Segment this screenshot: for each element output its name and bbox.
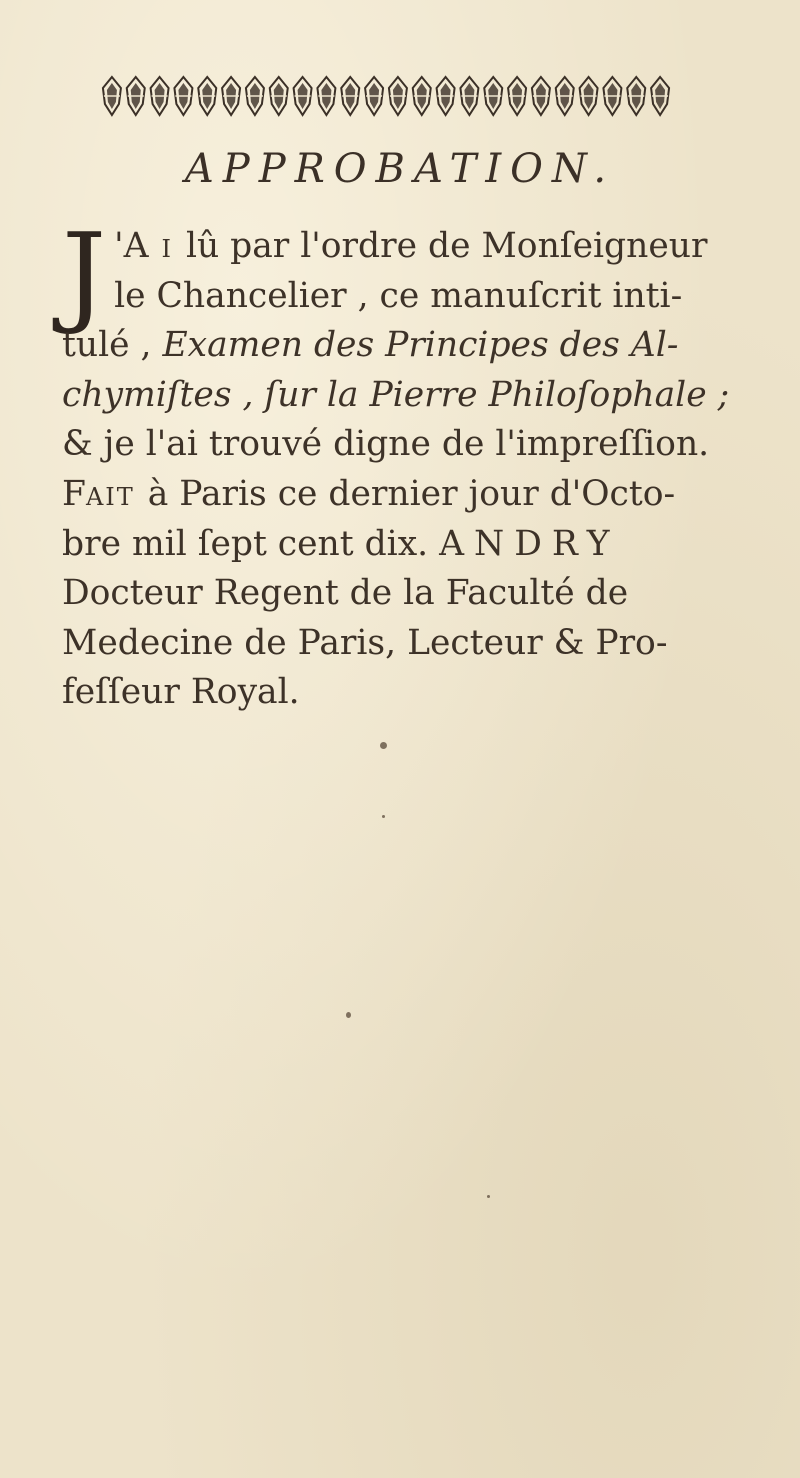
paper-speck (382, 815, 385, 818)
text-run: Docteur Regent de la Faculté de (62, 573, 629, 614)
text-run: Medecine de Paris, Lecteur & Pro- (62, 622, 668, 663)
fleuron-icon (508, 77, 526, 115)
fleuron-icon (365, 77, 383, 115)
page-title: APPROBATION. (184, 146, 616, 192)
text-run: & je l'ai trouvé digne de l'impreſſion. (62, 424, 710, 465)
text-run: le Chancelier , ce manuſcrit inti- (114, 275, 683, 316)
paper-speck (346, 1012, 351, 1018)
text-run: tulé , (62, 325, 163, 366)
fleuron-icon (151, 77, 169, 115)
text-line (62, 619, 702, 669)
fleuron-icon (103, 77, 121, 115)
text-run: ait (85, 473, 148, 514)
text-line (62, 520, 702, 570)
fleuron-icon (413, 77, 431, 115)
approbation-text (62, 209, 730, 718)
drop-cap: J (62, 209, 107, 337)
text-run: Examen des Principes des Al- (162, 325, 679, 366)
fleuron-icon (437, 77, 455, 115)
text-line (62, 371, 730, 421)
text-run: à Paris ce dernier jour d'Octo- (147, 473, 676, 514)
text-lines (62, 209, 730, 718)
text-run: lû par l'ordre de Monſeigneur (185, 226, 708, 266)
paper-speck (380, 742, 387, 749)
fleuron-icon (389, 77, 407, 115)
fleuron-icon (317, 77, 335, 115)
ornament-band (100, 74, 672, 118)
fleuron-icon (246, 77, 264, 115)
text-line (62, 420, 710, 470)
fleuron-icon (127, 77, 145, 115)
fleuron-icon (270, 77, 288, 115)
fleuron-icon (532, 77, 550, 115)
text-line (62, 668, 702, 718)
fleuron-icon (294, 77, 312, 115)
fleuron-icon (651, 77, 669, 115)
fleuron-icon (222, 77, 240, 115)
fleuron-icon (484, 77, 502, 115)
paper-speck (487, 1195, 490, 1198)
text-run: 'A (114, 226, 149, 266)
fleuron-icon (580, 77, 598, 115)
text-run: F (62, 473, 86, 514)
text-run: feſſeur Royal. (62, 672, 300, 713)
fleuron-icon (198, 77, 216, 115)
text-run: ANDRY (439, 523, 620, 564)
fleuron-icon (174, 77, 192, 115)
fleuron-icon (460, 77, 478, 115)
fleuron-icon (627, 77, 645, 115)
fleuron-icon (341, 77, 359, 115)
text-run: chymiſtes , ſur la Pierre Philoſophale ; (62, 374, 730, 415)
text-line (62, 321, 702, 371)
text-line (62, 569, 702, 619)
fleuron-icon (556, 77, 574, 115)
text-run: bre mil ſept cent dix. (62, 523, 440, 564)
text-line (62, 272, 702, 322)
fleuron-icon (603, 77, 621, 115)
text-run: i (148, 226, 186, 266)
text-line (62, 470, 702, 520)
text-line (62, 222, 708, 272)
